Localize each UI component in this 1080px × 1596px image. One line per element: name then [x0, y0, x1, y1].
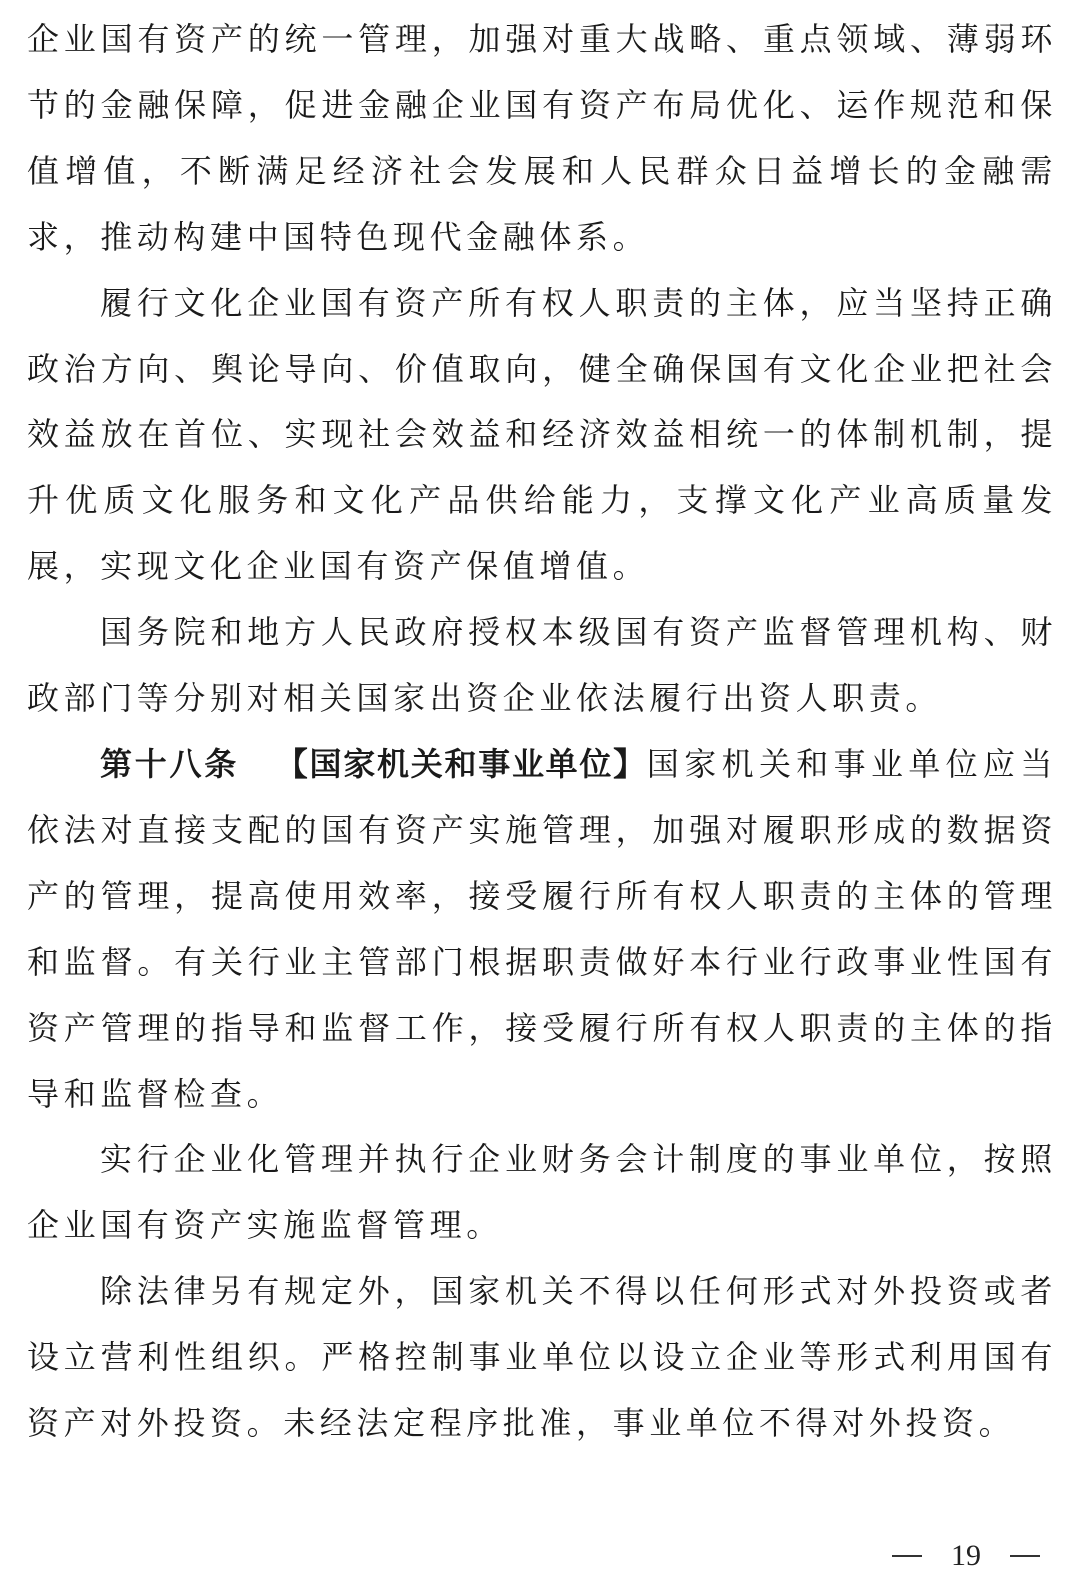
article-number: 第十八条: [100, 744, 239, 783]
paragraph-state-council-authorization: 国务院和地方人民政府授权本级国有资产监督管理机构、财政部门等分别对相关国家出资企业依法履行出资人职责。: [27, 613, 1057, 718]
page-number: [892, 1536, 1040, 1576]
page-number-left-dash: [892, 1555, 922, 1557]
paragraph-financial-enterprise-continued: 企业国有资产的统一管理，加强对重大战略、重点领域、薄弱环节的金融保障，促进金融企业国有资产布局优化、运作规范和保值增值，不断满足经济社会发展和人民群众日益增长的金融需求，推动构建中国特色现代金融体系。: [27, 20, 1057, 256]
page-number-value: 19: [951, 1539, 981, 1572]
document-page: [27, 7, 1057, 1457]
paragraph-enterprise-managed-institutions: 实行企业化管理并执行企业财务会计制度的事业单位，按照企业国有资产实施监督管理。: [27, 1140, 1057, 1245]
article-title: 【国家机关和事业单位】: [274, 744, 647, 783]
article-body: 国家机关和事业单位应当依法对直接支配的国有资产实施管理，加强对履职形成的数据资产的管理，提高使用效率，接受履行所有权人职责的主体的管理和监督。有关行业主管部门根据职责做好本行业行政事业性国有资产管理的指导和监督工作，接受履行所有权人职责的主体的指导和监督检查。: [27, 744, 1057, 1113]
page-number-right-dash: [1010, 1555, 1040, 1557]
paragraph-investment-restrictions: 除法律另有规定外，国家机关不得以任何形式对外投资或者设立营利性组织。严格控制事业单位以设立企业等形式利用国有资产对外投资。未经法定程序批准，事业单位不得对外投资。: [27, 1272, 1057, 1443]
paragraph-article-18: [27, 732, 1057, 1127]
paragraph-cultural-enterprise: 履行文化企业国有资产所有权人职责的主体，应当坚持正确政治方向、舆论导向、价值取向，健全确保国有文化企业把社会效益放在首位、实现社会效益和经济效益相统一的体制机制，提升优质文化服务和文化产品供给能力，支撑文化产业高质量发展，实现文化企业国有资产保值增值。: [27, 283, 1057, 586]
